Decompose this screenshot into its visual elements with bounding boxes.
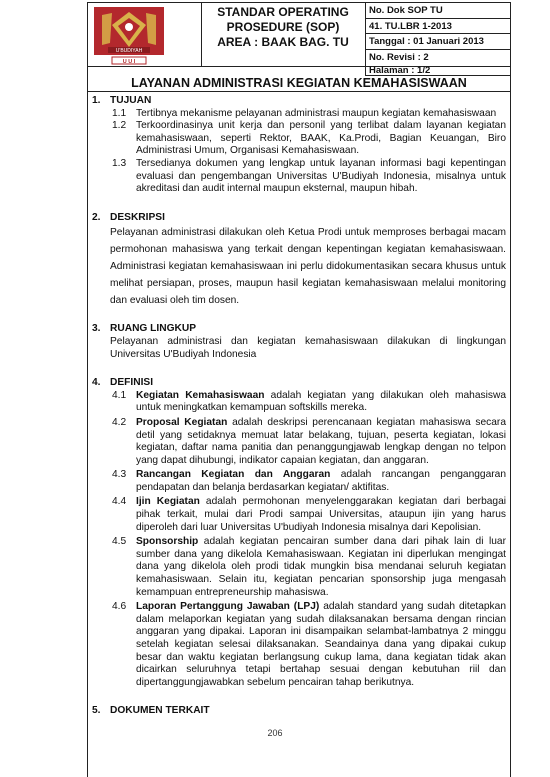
definition-text: adalah rancangan penganggaran pendapatan dan belanja berdasarkan kegiatan/ aktifitas. (136, 469, 506, 493)
item-number: 4.5 (112, 536, 127, 548)
list-item (112, 120, 506, 158)
section-number: 1. (92, 95, 101, 106)
item-number: 4.4 (112, 496, 127, 508)
section-deskripsi-heading (92, 212, 506, 225)
definition-item (112, 469, 506, 494)
list-item (112, 108, 506, 121)
item-number: 4.2 (112, 416, 127, 428)
deskripsi-paragraph: Pelayanan administrasi dilakukan oleh Ketua Prodi untuk memproses berbagai macam permohonan mahasiswa yang terkait dengan kepentingan kegiatan kemahasiswaan. Administrasi kegiatan kemahasiswaan ini perlu didokumentasikan secara khusus untuk melihat persiapan, proses, maupun hasil kegiatan kemahasiswaan melalui monitoring dan evaluasi oleh tim dosen. (110, 227, 506, 307)
definition-text: adalah standard yang sudah ditetapkan dalam melaporkan kegiatan yang sudah dilaksanakan bersama dengan rincian anggaran yang dipakai. Laporan ini disampaikan selambat-lambatnya 2 minggu setelah kegiatan selesai dilaksanakan. Seandainya dana yang dipakai cukup besar dan waktu kegiatan berlangsung cukup lama, dana kegiatan tidak akan dicairkan seluruhnya tetapi bertahap sesuai dengan kebutuhan riil dan dipertanggungjawabkan sebelum pencairan tahap berikutnya. (136, 601, 506, 688)
definition-term: Sponsorship (136, 536, 199, 548)
section-tujuan-heading (92, 95, 506, 108)
section-number: 4. (92, 377, 101, 389)
section-title: DOKUMEN TERKAIT (110, 705, 210, 717)
main-title: LAYANAN ADMINISTRASI KEGIATAN KEMAHASISWAAN (87, 75, 511, 92)
doc-date: Tanggal : 01 Januari 2013 (366, 34, 510, 50)
sop-title-line2: PROSEDURE (SOP) (226, 20, 340, 34)
definition-term: Laporan Pertanggung Jawaban (LPJ) (136, 601, 320, 613)
item-number: 1.2 (112, 120, 127, 132)
definition-item (112, 390, 506, 415)
logo-top-text: U'BUDIYAH (115, 48, 143, 54)
sop-title-cell (201, 3, 366, 66)
sop-title-line3: AREA : BAAK BAG. TU (217, 35, 349, 49)
definition-item (112, 417, 506, 467)
tujuan-list (112, 108, 506, 196)
item-number: 1.3 (112, 157, 127, 169)
sop-title-line1: STANDAR OPERATING (217, 5, 349, 19)
item-text: Tersedianya dokumen yang lengkap untuk layanan informasi bagi kepentingan evaluasi dan pengembangan Universitas U'Budiyah Indonesia, misalnya untuk akreditasi dan audit internal maupun eksternal, maupun hibah. (136, 157, 506, 195)
document-body (92, 95, 506, 718)
doc-number: No. Dok SOP TU (366, 3, 510, 19)
definition-item (112, 536, 506, 599)
section-dokumen-terkait-heading (92, 705, 506, 718)
doc-page: Halaman : 1/2 (369, 65, 431, 76)
university-logo (88, 3, 201, 66)
section-title: TUJUAN (110, 95, 152, 106)
item-text: Tertibnya mekanisme pelayanan administrasi maupun kegiatan kemahasiswaan (136, 107, 497, 119)
definition-text: adalah kegiatan yang dilakukan oleh mahasiswa untuk meningkatkan kemampuan softskills mereka. (136, 389, 506, 414)
logo-bottom-text: U U I (122, 59, 136, 65)
definition-term: Proposal Kegiatan (136, 416, 228, 428)
doc-code: 41. TU.LBR 1-2013 (366, 19, 510, 35)
definition-item (112, 601, 506, 689)
page-number: 206 (267, 728, 283, 738)
definition-term: Kegiatan Kemahasiswaan (136, 389, 265, 401)
doc-revision: No. Revisi : 2 (369, 52, 429, 64)
ruang-lingkup-paragraph: Pelayanan administrasi dan kegiatan kemahasiswaan dilakukan di lingkungan Universitas U'Budiyah Indonesia (110, 335, 506, 360)
item-number: 4.6 (112, 601, 127, 613)
section-title: DESKRIPSI (110, 211, 165, 223)
definition-term: Rancangan Kegiatan dan Anggaran (136, 469, 331, 481)
definition-item (112, 496, 506, 534)
section-title: RUANG LINGKUP (110, 323, 197, 335)
section-number: 5. (92, 705, 101, 717)
item-number: 1.1 (112, 107, 127, 119)
section-ruang-lingkup-heading (92, 323, 506, 336)
definition-text: adalah permohonan menyelenggarakan kegiatan dari berbagai pihak terkait, mulai dari Prodi sampai Universitas, ataupun ijin yang harus diperoleh dari luar Universitas U'budiyah Indonesia misalnya dari Kepolisian. (136, 496, 506, 533)
logo-cell (88, 3, 202, 66)
item-number: 4.3 (112, 469, 127, 481)
definition-text: adalah deskripsi perencanaan kegiatan mahasiswa secara detil yang setidaknya memuat latar belakang, tujuan, peserta kegiatan, lokasi kegiatan, daftar nama panitia dan penanggungjawab lengkap dengan no telpon yang dapat dihubungi, indikator capaian kegiatan, dan anggaran. (136, 416, 506, 466)
definition-term: Ijin Kegiatan (136, 496, 200, 508)
document-meta (366, 3, 510, 66)
section-number: 3. (92, 323, 101, 335)
section-title: DEFINISI (110, 377, 154, 389)
list-item (112, 158, 506, 196)
item-text: Terkoordinasinya unit kerja dan personil yang terlibat dalam layanan kegiatan kemahasiswaan, seperti Rektor, BAAK, Ka.Prodi, Bagian Keuangan, Biro Administrasi Umum, Organisasi Kemahasiswaan. (136, 120, 506, 157)
section-definisi-heading (92, 377, 506, 390)
sop-header-table (87, 2, 511, 67)
definisi-list (112, 390, 506, 690)
item-number: 4.1 (112, 389, 127, 401)
section-number: 2. (92, 211, 101, 223)
definition-text: adalah kegiatan pencairan sumber dana dari pihak lain di luar sumber dana yang dikelola Kemahasiswaan. Kegiatan ini diperlukan mengingat dana yang dikelola oleh prodi tidak mungkin bisa mendanai seluruh kegiatan kemahasiswaan. Selain itu, kegiatan pencarian sponsorship juga mengasah kemampuan entrepreneurship mahasiswa. (136, 536, 506, 598)
